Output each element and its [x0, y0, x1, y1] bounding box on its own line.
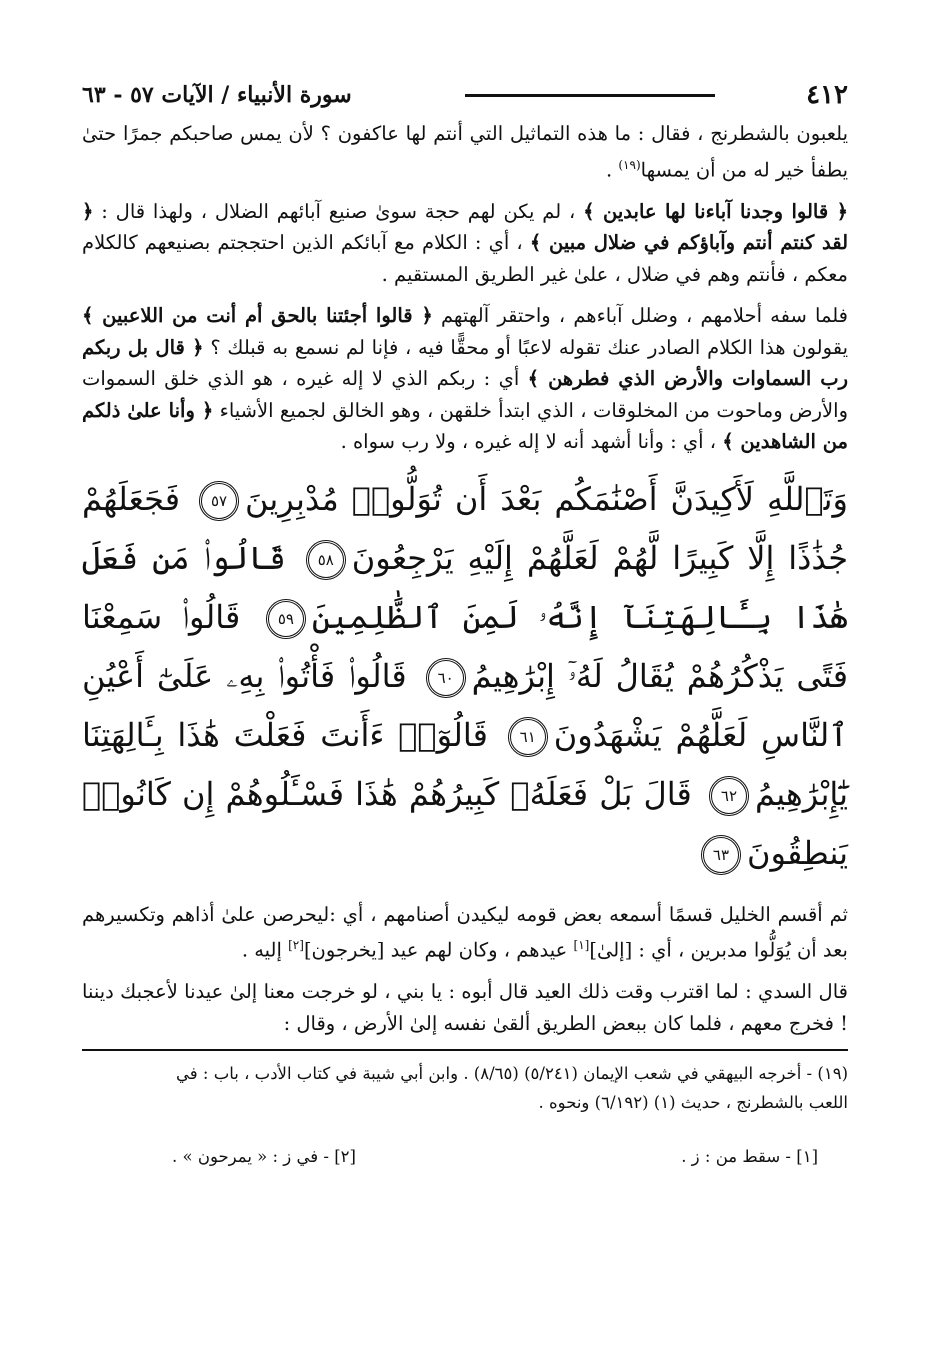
critical-apparatus	[82, 1147, 848, 1166]
ayah-text: وَتَٱللَّهِ لَأَكِيدَنَّ أَصْنَٰمَكُم بَعْدَ أَن تُوَلُّوا۟ مُدْبِرِينَ	[245, 479, 849, 518]
paragraph-end: .	[605, 158, 619, 181]
ayah-text: فَجَعَلَهُمْ جُذَٰذًا إِلَّا كَبِيرًا لَّهُمْ لَعَلَّهُمْ إِلَيْهِ يَرْجِعُونَ	[82, 479, 849, 577]
paragraph-text: ، لم يكن لهم حجة سوىٰ صنيع آبائهم الضلال ، ولهذا قال :	[93, 199, 584, 223]
paragraph-text: ثم أقسم الخليل قسمًا أسمعه بعض قومه ليكيدن أصنامهم ، أي :ليحرصن علىٰ أذاهم وتكسيرهم بعد أن يُوَلُّوا مدبرين ، أي :	[82, 902, 848, 962]
ayah-number-59: ٥٩	[266, 599, 306, 639]
apparatus-note-2: [٢] - في ز : « يمرحون » .	[172, 1147, 356, 1166]
ayah-text: قَالُوا۟ فَأْتُوا۟ بِهِۦ عَلَىٰٓ أَعْيُنِ ٱلنَّاسِ لَعَلَّهُمْ يَشْهَدُونَ	[82, 656, 849, 754]
quran-quote: ﴿ وأنا علىٰ ذلكم من الشاهدين ﴾	[82, 398, 848, 453]
ayah-text: قَالُوا۟ سَمِعْنَا فَتًى يَذْكُرُهُمْ يُقَالُ لَهُۥٓ إِبْرَٰهِيمُ	[82, 597, 849, 695]
paragraph-4	[82, 899, 848, 967]
paragraph-text: قال السدي : لما اقترب وقت ذلك العيد قال أبوه : يا بني ، لو خرجت معنا إلىٰ عيدنا لأعجبك ديننا ! فخرج معهم ، فلما كان ببعض الطريق ألقىٰ نفسه إلىٰ الأرض ، وقال :	[82, 980, 848, 1035]
editorial-insertion: [يخرجون]	[303, 938, 385, 962]
page-number: ٤١٢	[806, 80, 848, 110]
ayah-number-62: ٦٢	[709, 776, 749, 816]
paragraph-text: أي : ربكم الذي لا إله غيره ، هو الذي خلق السموات والأرض وماحوت من المخلوقات ، الذي ابتدأ خلقهن ، وهو الخالق لجميع الأشياء	[82, 367, 849, 422]
ayah-text: قَالَ بَلْ فَعَلَهُۥ كَبِيرُهُمْ هَٰذَا فَسْـَٔلُوهُمْ إِن كَانُوا۟ يَنطِقُونَ	[82, 774, 848, 872]
footnotes	[82, 1049, 848, 1117]
quran-quote: ﴿ لقد كنتم أنتم وآباؤكم في ضلال مبين ﴾	[82, 199, 849, 254]
apparatus-ref-2: [٢]	[288, 938, 304, 952]
quran-quote: ﴿ قال بل ربكم رب السماوات والأرض الذي فطرهن ﴾	[82, 335, 848, 390]
ayah-number-63: ٦٣	[701, 835, 741, 875]
page-body	[82, 118, 848, 1166]
paragraph-3	[82, 300, 848, 458]
paragraph-text: إليه .	[241, 938, 289, 962]
paragraph-5	[82, 976, 848, 1039]
paragraph-text: يقولون هذا الكلام الصادر عنك تقوله لاعبًا أو محقًّا فيه ، فإنا لم نسمع به قبلك ؟	[203, 335, 848, 359]
ayah-text: قَالُوا۟ مَن فَعَلَ هَٰذَا بِـَٔالِهَتِنَآ إِنَّهُۥ لَمِنَ ٱلظَّٰلِمِينَ	[82, 538, 848, 636]
footnote-rule	[82, 1049, 848, 1051]
quran-quote: ﴿ قالوا وجدنا آباءنا لها عابدين ﴾	[583, 199, 848, 223]
ayah-number-60: ٦٠	[426, 658, 466, 698]
header-rule	[465, 94, 715, 97]
ayah-number-57: ٥٧	[199, 481, 239, 521]
apparatus-note-1: [١] - سقط من : ز .	[681, 1147, 818, 1166]
apparatus-ref-1: [١]	[573, 938, 590, 952]
paragraph-text: فلما سفه أحلامهم ، وضلل آباءهم ، واحتقر آلهتهم	[432, 304, 848, 327]
footnote-ref-19: (١٩)	[618, 157, 641, 172]
ayah-number-61: ٦١	[508, 717, 548, 757]
footnote-19-line-1: (١٩) - أخرجه البيهقي في شعب الإيمان (٥/٢٤١) (٨/٦٥) . وابن أبي شيبة في كتاب الأدب ، باب : في	[176, 1064, 848, 1083]
paragraph-text: ، أي : الكلام مع آبائكم الذين احتججتم بصنيعهم كالكلام معكم ، فأنتم وهم في ضلال ، علىٰ غير الطريق المستقيم .	[82, 231, 848, 286]
paragraph-text: يلعبون بالشطرنج ، فقال : ما هذه التماثيل التي أنتم لها عاكفون ؟ لأن يمس صاحبكم جمرًا حتىٰ يطفأ خير له من أن يمسها	[82, 122, 848, 181]
quran-verses	[82, 470, 848, 883]
ayah-number-58: ٥٨	[306, 540, 346, 580]
paragraph-1	[82, 118, 848, 186]
ayah-text: قَالُوٓا۟ ءَأَنتَ فَعَلْتَ هَٰذَا بِـَٔالِهَتِنَا يَٰٓإِبْرَٰهِيمُ	[82, 715, 849, 813]
footnote-19-line-2: اللعب بالشطرنج ، حديث (١) (٦/١٩٢) ونحوه .	[538, 1093, 848, 1112]
surah-title: سورة الأنبياء / الآيات ٥٧ - ٦٣	[82, 82, 352, 108]
paragraph-text: ، أي : وأنا أشهد أنه لا إله غيره ، ولا رب سواه .	[340, 430, 723, 453]
paragraph-2	[82, 196, 848, 291]
page-header	[82, 72, 848, 118]
paragraph-text: عيدهم ، وكان لهم عيد	[384, 938, 574, 962]
quran-quote: ﴿ قالوا أجئتنا بالحق أم أنت من اللاعبين ﴾	[82, 304, 433, 327]
editorial-insertion: [إلىٰ]	[589, 938, 633, 962]
